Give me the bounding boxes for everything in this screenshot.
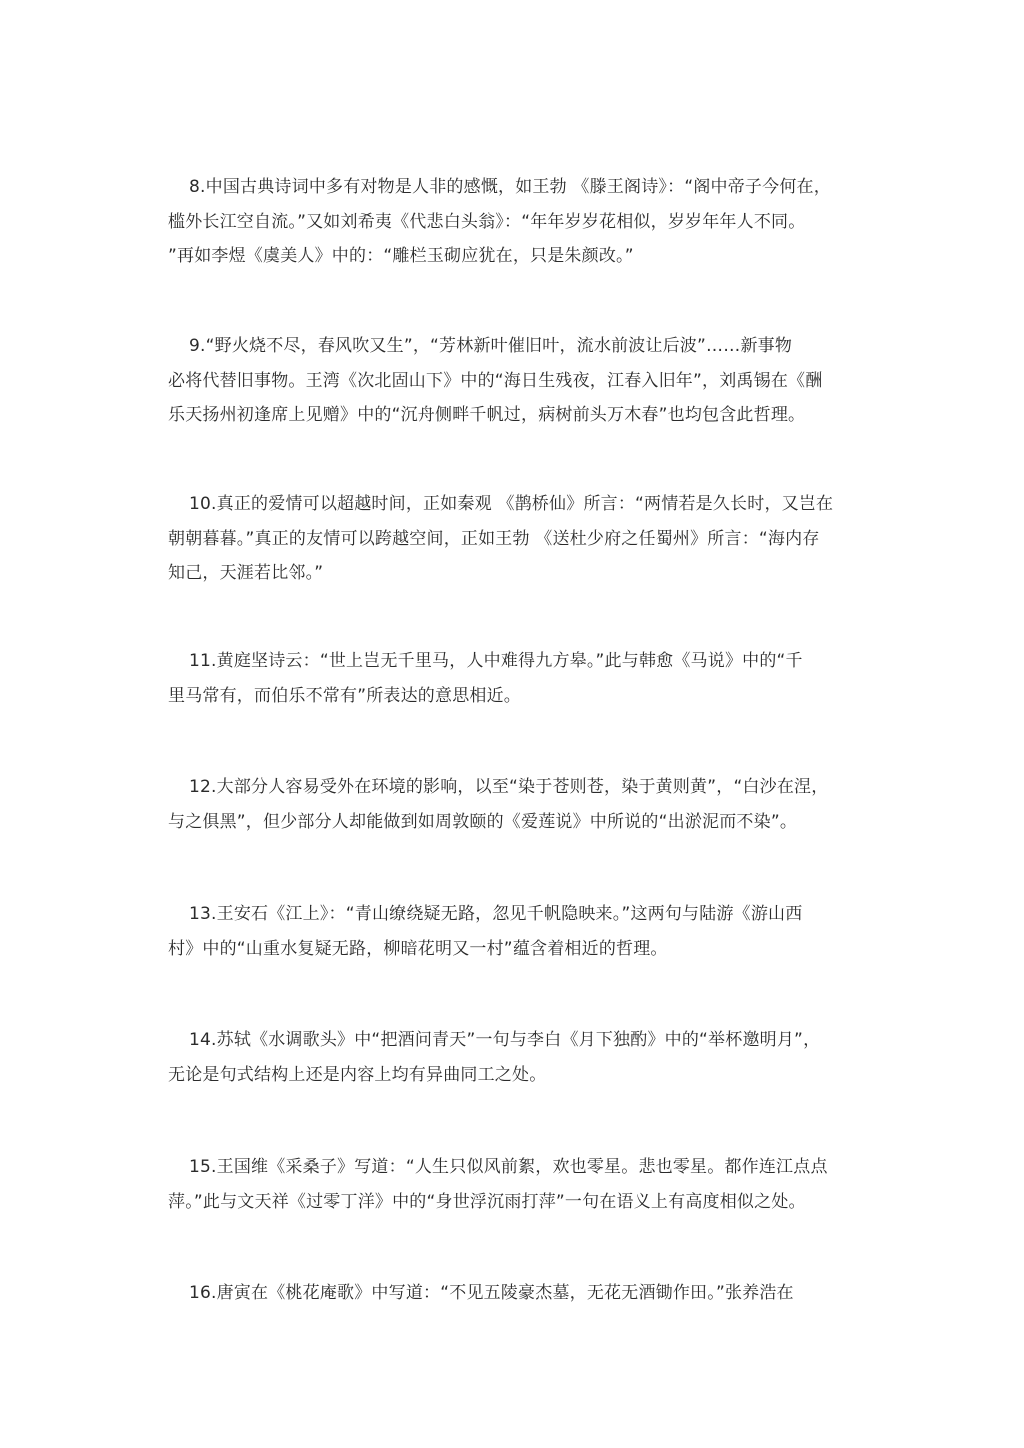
text-line: 乐天扬州初逢席上见赠》中的“沉舟侧畔千帆过，病树前头万木春”也均包含此哲理。 [168,405,806,425]
text-line: 里马常有，而伯乐不常有”所表达的意思相近。 [168,685,522,706]
text-line: 知己，天涯若比邻。” [168,563,324,583]
paragraph-10 [168,487,868,591]
text-line: 13.王安石《江上》：“青山缭绕疑无路，忽见千帆隐映来。”这两句与陆游《游山西 [189,904,803,924]
text-line: 10.真正的爱情可以超越时间，正如秦观 《鹊桥仙》所言：“两情若是久长时，又岂在 [189,494,834,514]
paragraph-14 [168,1023,868,1092]
paragraph-12 [168,770,868,839]
text-line: 无论是句式结构上还是内容上均有异曲同工之处。 [168,1064,547,1085]
paragraph-8 [168,170,868,274]
paragraph-9 [168,329,868,433]
text-line: 16.唐寅在《桃花庵歌》中写道：“不见五陵豪杰墓，无花无酒锄作田。”张养浩在 [189,1283,794,1303]
paragraph-16 [168,1276,868,1311]
text-line: 槛外长江空自流。”又如刘希夷《代悲白头翁》：“年年岁岁花相似，岁岁年年人不同。 [168,211,806,232]
paragraph-11 [168,644,868,713]
text-line: 11.黄庭坚诗云：“世上岂无千里马，人中难得九方皋。”此与韩愈《马说》中的“千 [189,651,803,671]
text-line: 必将代替旧事物。王湾《次北固山下》中的“海日生残夜，江春入旧年”，刘禹锡在《酬 [168,370,823,391]
text-line: 萍。”此与文天祥《过零丁洋》中的“身世浮沉雨打萍”一句在语义上有高度相似之处。 [168,1191,806,1212]
text-line: 8.中国古典诗词中多有对物是人非的感慨，如王勃 《滕王阁诗》：“阁中帝子今何在， [189,177,831,197]
text-line: 12.大部分人容易受外在环境的影响，以至“染于苍则苍，染于黄则黄”，“白沙在涅， [189,777,829,797]
text-line: 村》中的“山重水复疑无路，柳暗花明又一村”蕴含着相近的哲理。 [168,938,668,959]
paragraph-13 [168,897,868,966]
text-line: 9.“野火烧不尽，春风吹又生”，“芳林新叶催旧叶，流水前波让后波”……新事物 [189,336,793,356]
text-line: 14.苏轼《水调歌头》中“把酒问青天”一句与李白《月下独酌》中的“举杯邀明月”， [189,1030,821,1050]
text-line: 朝朝暮暮。”真正的友情可以跨越空间，正如王勃 《送杜少府之任蜀州》所言：“海内存 [168,528,820,549]
text-line: 与之俱黑”，但少部分人却能做到如周敦颐的《爱莲说》中所说的“出淤泥而不染”。 [168,811,798,832]
text-line: ”再如李煜《虞美人》中的：“雕栏玉砌应犹在，只是朱颜改。” [168,246,634,266]
text-line: 15.王国维《采桑子》写道：“人生只似风前絮，欢也零星。悲也零星。都作连江点点 [189,1157,828,1177]
paragraph-15 [168,1150,868,1219]
